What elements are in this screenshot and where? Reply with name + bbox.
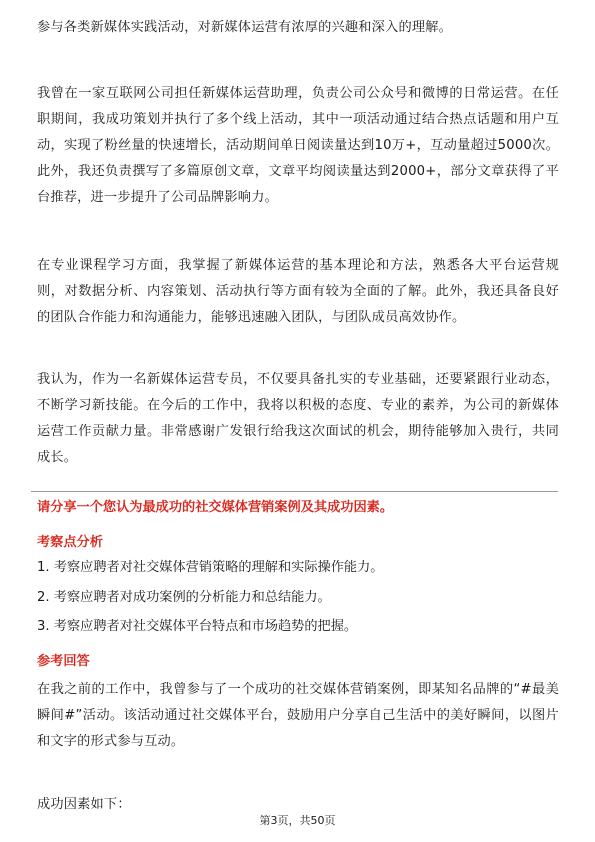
skills-paragraph: 在专业课程学习方面，我掌握了新媒体运营的基本理论和方法，熟悉各大平台运营规则，对数据分析、内容策划、活动执行等方面有较为全面的了解。此外，我还具备良好的团队合作能力和沟通能力，能够迅速融入团队，与团队成员高效协作。 — [37, 258, 559, 325]
intro-paragraph-tail: 参与各类新媒体实践活动，对新媒体运营有浓厚的兴趣和深入的理解。 — [37, 20, 453, 35]
success-factors-label: 成功因素如下： — [37, 797, 131, 812]
analysis-item: 2. 考察应聘者对成功案例的分析能力和总结能力。 — [37, 590, 331, 605]
analysis-heading: 考察点分析 — [37, 535, 103, 550]
section-divider — [31, 491, 558, 492]
analysis-item: 3. 考察应聘者对社交媒体平台特点和市场趋势的把握。 — [37, 619, 358, 634]
answer-paragraph: 在我之前的工作中，我曾参与了一个成功的社交媒体营销案例，即某知名品牌的“#最美瞬间#”活动。该活动通过社交媒体平台，鼓励用户分享自己生活中的美好瞬间，以图片和文字的形式参与互动。 — [37, 682, 559, 749]
experience-paragraph: 我曾在一家互联网公司担任新媒体运营助理，负责公司公众号和微博的日常运营。在任职期间，我成功策划并执行了多个线上活动，其中一项活动通过结合热点话题和用户互动，实现了粉丝量的快速增长，活动期间单日阅读量达到10万+，互动量超过5000次。此外，我还负责撰写了多篇原创文章，文章平均阅读量达到2000+，部分文章获得了平台推荐，进一步提升了公司品牌影响力。 — [37, 86, 559, 205]
interview-question: 请分享一个您认为最成功的社交媒体营销案例及其成功因素。 — [37, 500, 394, 515]
closing-paragraph: 我认为，作为一名新媒体运营专员，不仅要具备扎实的专业基础，还要紧跟行业动态，不断学习新技能。在今后的工作中，我将以积极的态度、专业的素养，为公司的新媒体运营工作贡献力量。非常感谢广发银行给我这次面试的机会，期待能够加入贵行，共同成长。 — [37, 372, 559, 465]
answer-heading: 参考回答 — [37, 654, 90, 669]
page-number: 第3页，共50页 — [259, 814, 336, 827]
analysis-item: 1. 考察应聘者对社交媒体营销策略的理解和实际操作能力。 — [37, 560, 384, 575]
